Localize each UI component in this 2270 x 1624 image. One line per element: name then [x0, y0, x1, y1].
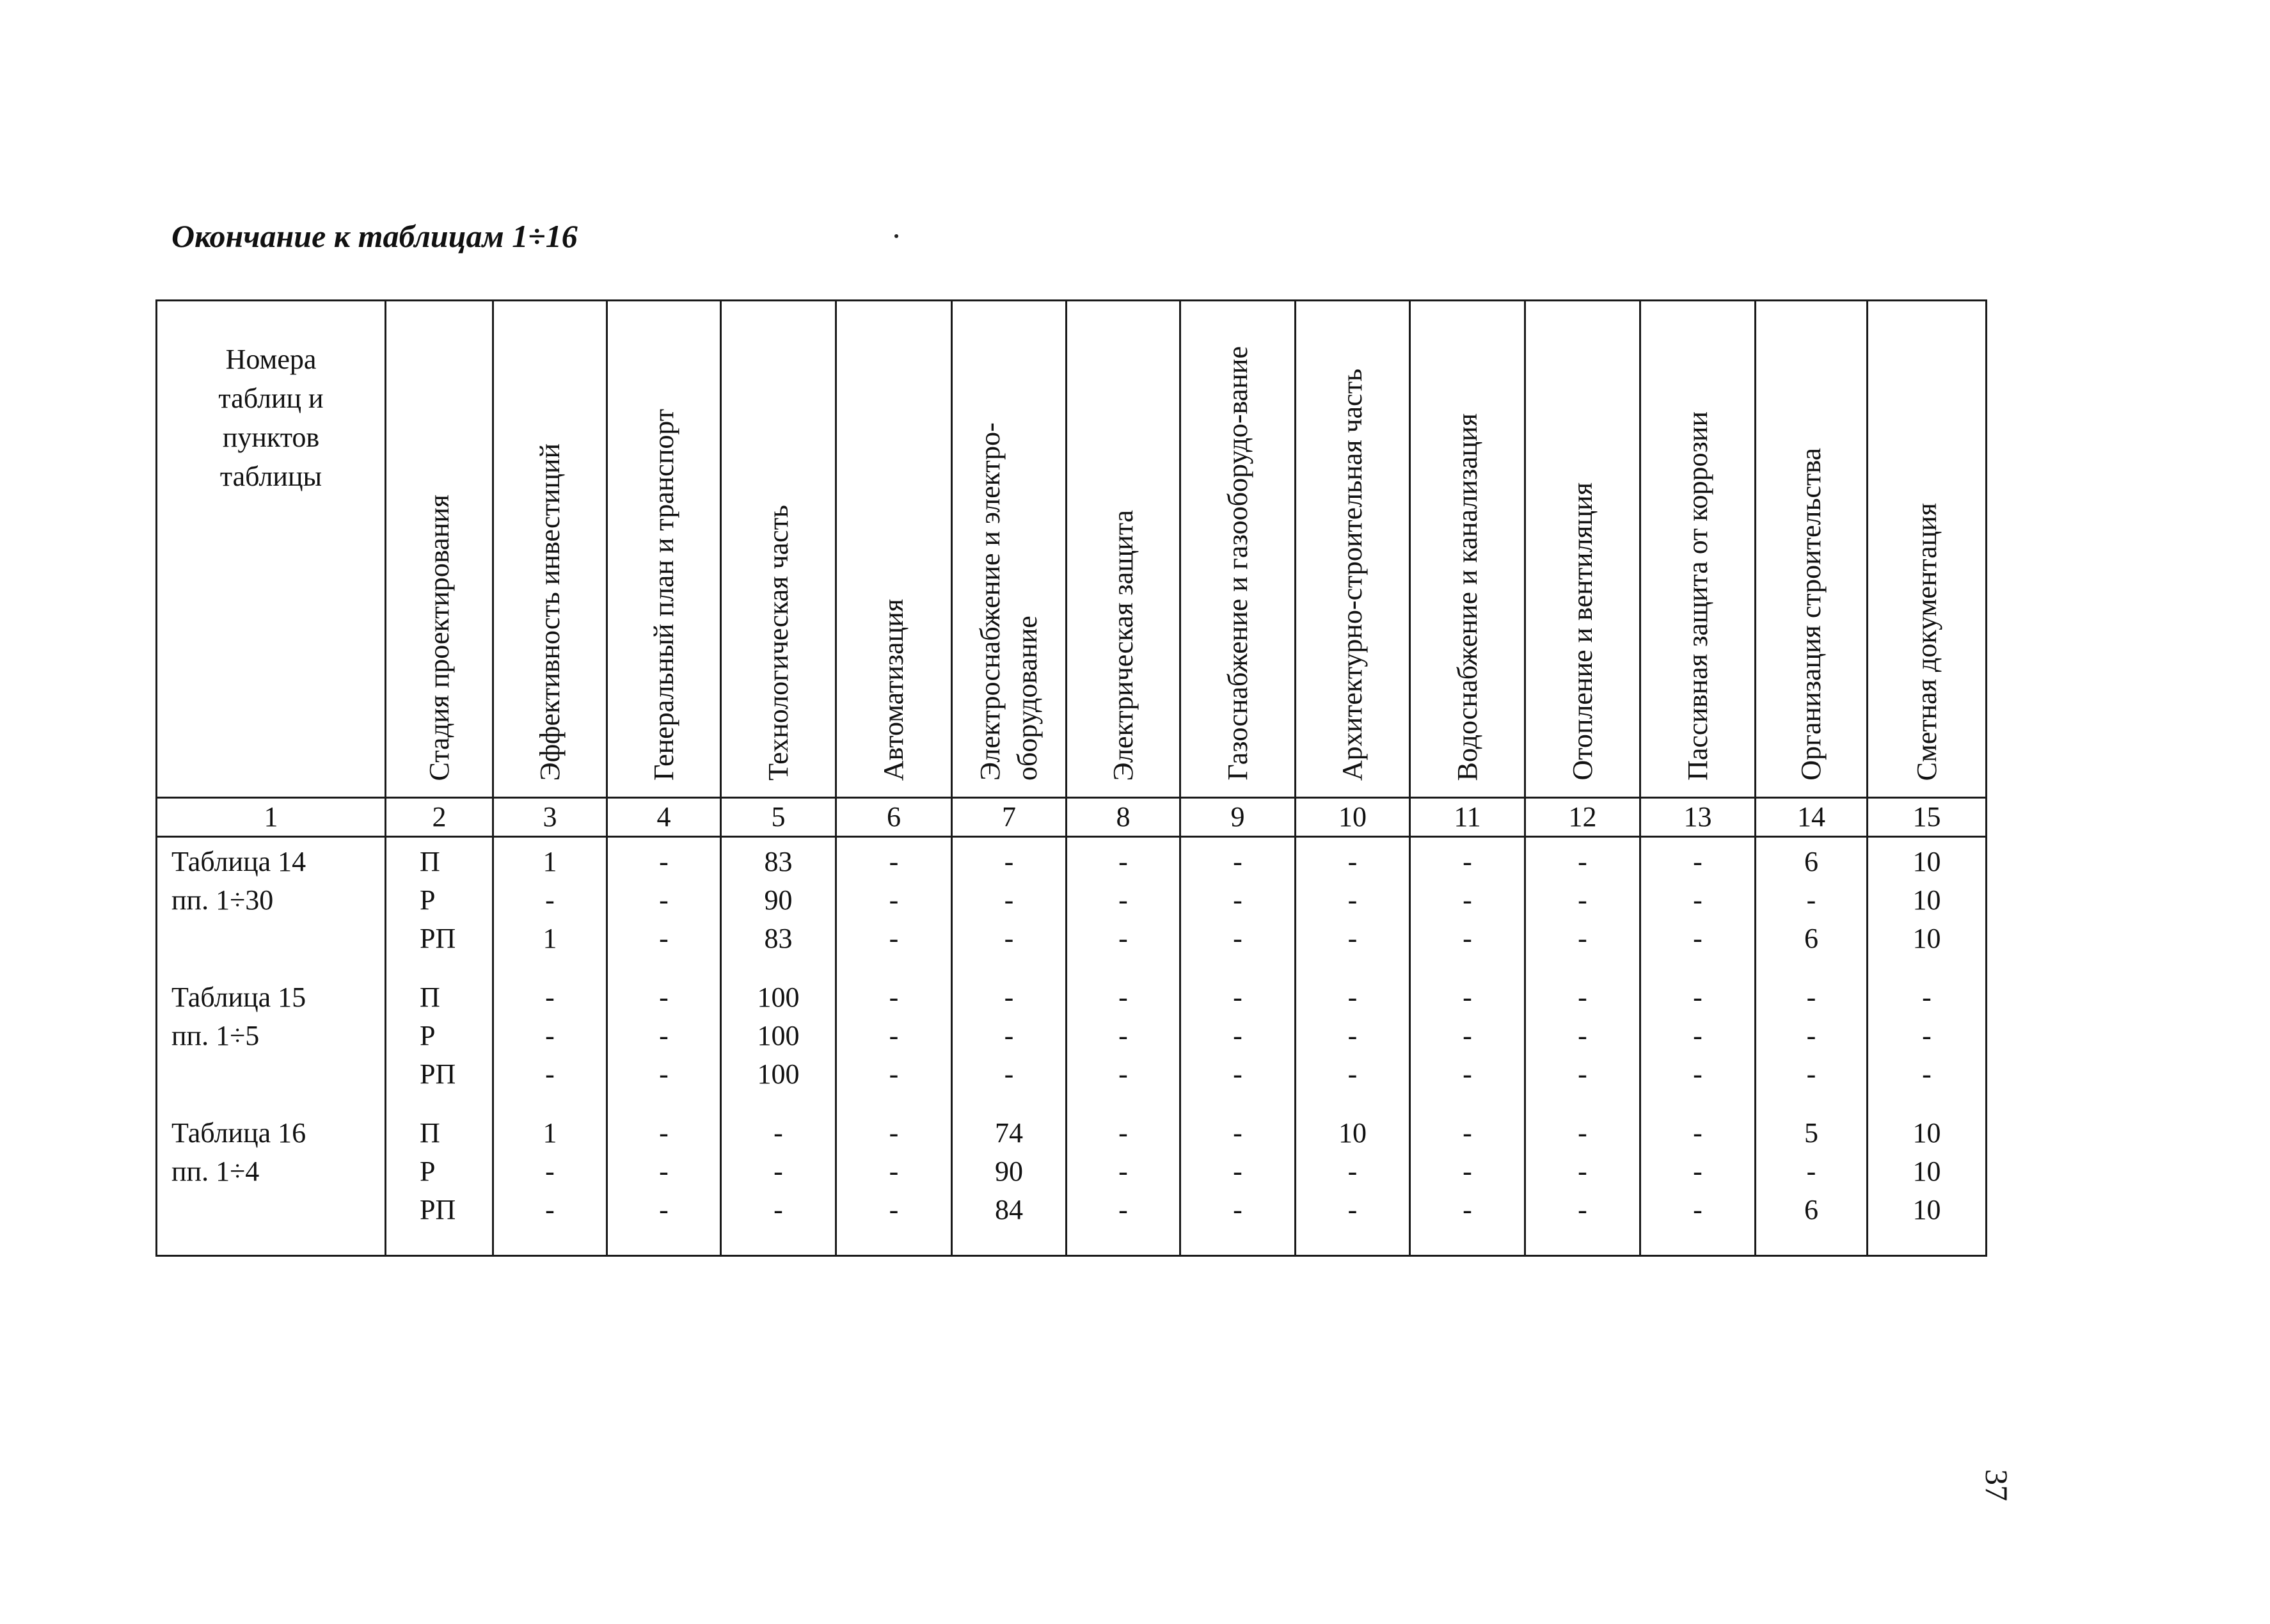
table-cell: 83: [721, 837, 836, 882]
stage-cell: Р: [386, 1152, 493, 1191]
table-cell: -: [1410, 1017, 1525, 1055]
table-cell: -: [836, 1055, 952, 1094]
table-cell: 10: [1868, 919, 1987, 958]
row-label: пп. 1÷5: [157, 1017, 386, 1055]
data-table: [155, 299, 1987, 1257]
table-cell: -: [1410, 1191, 1525, 1256]
table-row: [157, 958, 1987, 1017]
table-cell: -: [1180, 919, 1296, 958]
table-cell: -: [1410, 1152, 1525, 1191]
column-number: 9: [1180, 798, 1296, 837]
row-label: [157, 919, 386, 958]
table-cell: -: [1868, 958, 1987, 1017]
table-cell: -: [836, 958, 952, 1017]
header-col-label: Водоснабжение и канализация: [1451, 413, 1483, 781]
column-number: 10: [1296, 798, 1410, 837]
table-cell: -: [493, 1017, 607, 1055]
table-cell: 6: [1756, 1191, 1868, 1256]
table-cell: -: [952, 919, 1067, 958]
table-cell: 1: [493, 919, 607, 958]
table-cell: -: [1640, 1191, 1756, 1256]
table-cell: -: [607, 1055, 721, 1094]
header-col-label: Отопление и вентиляция: [1566, 482, 1598, 781]
table-cell: -: [721, 1094, 836, 1152]
table-cell: -: [1410, 919, 1525, 958]
header-col: [836, 301, 952, 798]
header-col-label: Автоматизация: [878, 598, 909, 781]
stage-cell: П: [386, 1094, 493, 1152]
stage-cell: Р: [386, 881, 493, 919]
table-cell: -: [836, 1191, 952, 1256]
table-cell: -: [1067, 1055, 1180, 1094]
header-col: [1640, 301, 1756, 798]
table-cell: -: [952, 1055, 1067, 1094]
row-label: [157, 1055, 386, 1094]
header-col: [607, 301, 721, 798]
header-col: [1525, 301, 1640, 798]
table-cell: -: [607, 1094, 721, 1152]
header-col-label: Сметная документация: [1910, 502, 1942, 781]
table-cell: 10: [1868, 837, 1987, 882]
row-label: пп. 1÷30: [157, 881, 386, 919]
table-cell: 74: [952, 1094, 1067, 1152]
column-number: 1: [157, 798, 386, 837]
table-cell: -: [1296, 1055, 1410, 1094]
table-cell: -: [1756, 1055, 1868, 1094]
table-cell: -: [1296, 919, 1410, 958]
table-cell: -: [1525, 837, 1640, 882]
table-cell: -: [1180, 958, 1296, 1017]
page-number: 37: [1979, 1469, 2015, 1501]
table-cell: -: [1756, 1017, 1868, 1055]
row-label: Таблица 15: [157, 958, 386, 1017]
table-cell: -: [1410, 881, 1525, 919]
table-cell: -: [607, 881, 721, 919]
table-cell: -: [1410, 837, 1525, 882]
table-cell: -: [1640, 1055, 1756, 1094]
table-cell: 1: [493, 1094, 607, 1152]
row-label: Таблица 14: [157, 837, 386, 882]
header-col-label: Архитектурно-строительная часть: [1337, 368, 1368, 781]
stage-cell: РП: [386, 919, 493, 958]
column-number: 6: [836, 798, 952, 837]
header-col-label: Технологическая часть: [762, 505, 794, 781]
table-cell: 10: [1868, 881, 1987, 919]
table-cell: -: [1525, 881, 1640, 919]
column-number: 15: [1868, 798, 1987, 837]
table-cell: -: [607, 837, 721, 882]
table-cell: -: [1868, 1017, 1987, 1055]
table-cell: -: [1180, 1191, 1296, 1256]
table-cell: 10: [1868, 1094, 1987, 1152]
table-cell: -: [1525, 1094, 1640, 1152]
header-row: [157, 301, 1987, 798]
header-col: [386, 301, 493, 798]
table-cell: 84: [952, 1191, 1067, 1256]
table-cell: -: [1067, 958, 1180, 1017]
header-table-numbers: [157, 301, 386, 798]
table-cell: -: [1067, 837, 1180, 882]
header-col: [1067, 301, 1180, 798]
column-number: 5: [721, 798, 836, 837]
table-cell: -: [1756, 881, 1868, 919]
table-cell: 10: [1296, 1094, 1410, 1152]
row-label: Таблица 16: [157, 1094, 386, 1152]
table-cell: -: [493, 881, 607, 919]
table-cell: -: [607, 919, 721, 958]
table-cell: 10: [1868, 1152, 1987, 1191]
table-row: [157, 837, 1987, 882]
table-cell: -: [1296, 1152, 1410, 1191]
header-col-label: Генеральный план и транспорт: [647, 409, 679, 781]
table-cell: 5: [1756, 1094, 1868, 1152]
table-cell: -: [1525, 1152, 1640, 1191]
table-cell: -: [1525, 958, 1640, 1017]
table-cell: -: [952, 881, 1067, 919]
table-cell: -: [1180, 1152, 1296, 1191]
header-col-label: Электроснабжение и электро-оборудование: [974, 422, 1043, 781]
table-row: [157, 1191, 1987, 1256]
row-label: [157, 1191, 386, 1256]
table-cell: -: [1180, 1055, 1296, 1094]
table-row: [157, 919, 1987, 958]
table-cell: -: [1525, 1055, 1640, 1094]
table-cell: -: [1525, 1191, 1640, 1256]
table-cell: 90: [721, 881, 836, 919]
table-cell: 100: [721, 1017, 836, 1055]
table-cell: -: [1640, 1094, 1756, 1152]
table-cell: -: [1410, 958, 1525, 1017]
column-number-row: [157, 798, 1987, 837]
table-row: [157, 1152, 1987, 1191]
table-cell: 6: [1756, 919, 1868, 958]
stage-cell: РП: [386, 1191, 493, 1256]
header-col-label: Электрическая защита: [1107, 509, 1139, 781]
table-cell: -: [607, 1017, 721, 1055]
table-cell: 1: [493, 837, 607, 882]
header-line: Номера: [225, 344, 317, 375]
table-cell: -: [836, 1152, 952, 1191]
table-cell: -: [1296, 881, 1410, 919]
column-number: 7: [952, 798, 1067, 837]
table-cell: -: [1296, 958, 1410, 1017]
table-cell: -: [721, 1191, 836, 1256]
column-number: 11: [1410, 798, 1525, 837]
header-col: [1180, 301, 1296, 798]
header-col: [1410, 301, 1525, 798]
header-col-label: Эффективность инвестиций: [534, 443, 566, 781]
table-cell: -: [1067, 919, 1180, 958]
table-cell: -: [836, 1094, 952, 1152]
table-cell: -: [1525, 919, 1640, 958]
stage-cell: РП: [386, 1055, 493, 1094]
table-row: [157, 1017, 1987, 1055]
table-cell: 10: [1868, 1191, 1987, 1256]
table-cell: -: [1756, 1152, 1868, 1191]
table-cell: -: [952, 1017, 1067, 1055]
table-cell: -: [1180, 881, 1296, 919]
header-col-label: Газоснабжение и газооборудо-вание: [1221, 346, 1253, 781]
table-cell: -: [1410, 1094, 1525, 1152]
table-cell: -: [493, 1152, 607, 1191]
table-cell: -: [1640, 881, 1756, 919]
table-cell: -: [1296, 1017, 1410, 1055]
table-row: [157, 881, 1987, 919]
table-cell: 90: [952, 1152, 1067, 1191]
table-cell: -: [1640, 1017, 1756, 1055]
stage-cell: П: [386, 837, 493, 882]
header-line: пунктов: [222, 422, 320, 453]
table-row: [157, 1094, 1987, 1152]
table-cell: -: [607, 1191, 721, 1256]
table-cell: -: [1868, 1055, 1987, 1094]
table-cell: -: [607, 1152, 721, 1191]
column-number: 12: [1525, 798, 1640, 837]
header-col: [493, 301, 607, 798]
column-number: 13: [1640, 798, 1756, 837]
column-number: 8: [1067, 798, 1180, 837]
column-number: 2: [386, 798, 493, 837]
table-title: Окончание к таблицам 1÷16: [171, 218, 578, 254]
table-cell: -: [836, 1017, 952, 1055]
column-number: 4: [607, 798, 721, 837]
table-cell: -: [607, 958, 721, 1017]
table-cell: -: [1756, 958, 1868, 1017]
table-cell: -: [952, 958, 1067, 1017]
table-cell: -: [836, 919, 952, 958]
table-cell: 100: [721, 1055, 836, 1094]
table-cell: -: [493, 1055, 607, 1094]
table-cell: -: [1640, 1152, 1756, 1191]
column-number: 3: [493, 798, 607, 837]
column-number: 14: [1756, 798, 1868, 837]
header-col: [721, 301, 836, 798]
table-cell: -: [1640, 958, 1756, 1017]
row-label: пп. 1÷4: [157, 1152, 386, 1191]
header-col: [1296, 301, 1410, 798]
table-cell: -: [1180, 1094, 1296, 1152]
header-col: [1868, 301, 1987, 798]
table-cell: -: [1525, 1017, 1640, 1055]
table-row: [157, 1055, 1987, 1094]
table-cell: -: [1296, 1191, 1410, 1256]
table-cell: -: [1180, 837, 1296, 882]
table-cell: -: [836, 881, 952, 919]
table-cell: -: [721, 1152, 836, 1191]
table-cell: -: [952, 837, 1067, 882]
scan-speck: [894, 234, 898, 238]
header-col: [952, 301, 1067, 798]
table-cell: -: [1640, 837, 1756, 882]
table-cell: -: [1067, 1017, 1180, 1055]
stage-cell: П: [386, 958, 493, 1017]
table-cell: -: [493, 1191, 607, 1256]
table-body: [157, 837, 1987, 1256]
table-cell: -: [1410, 1055, 1525, 1094]
table-cell: -: [1067, 1152, 1180, 1191]
table-cell: -: [1067, 1094, 1180, 1152]
table-cell: -: [493, 958, 607, 1017]
table-cell: -: [1067, 1191, 1180, 1256]
header-line: таблицы: [219, 461, 322, 492]
stage-cell: Р: [386, 1017, 493, 1055]
table-cell: -: [1296, 837, 1410, 882]
header-line: таблиц и: [218, 383, 324, 414]
header-col-label: Стадия проектирования: [423, 494, 455, 781]
table-cell: -: [1640, 919, 1756, 958]
table-cell: -: [1180, 1017, 1296, 1055]
table-cell: -: [1067, 881, 1180, 919]
table-cell: 100: [721, 958, 836, 1017]
header-col: [1756, 301, 1868, 798]
header-col-label: Организация строительства: [1795, 448, 1827, 781]
table-cell: -: [836, 837, 952, 882]
table-cell: 83: [721, 919, 836, 958]
table-cell: 6: [1756, 837, 1868, 882]
header-col-label: Пассивная защита от коррозии: [1681, 411, 1713, 781]
